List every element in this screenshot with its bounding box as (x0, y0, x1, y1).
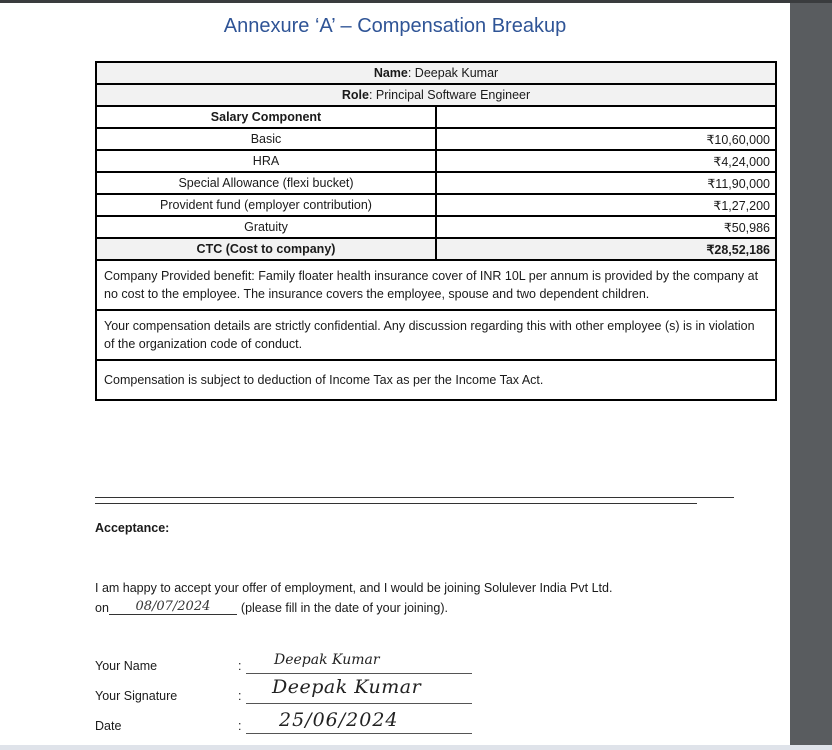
component-header-row (96, 106, 776, 128)
your-signature-field[interactable] (246, 703, 472, 704)
benefit-note: Company Provided benefit: Family floater health insurance cover of INR 10L per annum is provided by the company at no cost to the employee. The insurance covers the employee, spouse and two dependent children. (96, 260, 776, 310)
amount-header-blank (436, 106, 776, 128)
joining-date-field[interactable] (109, 599, 237, 615)
benefit-note-row (96, 260, 776, 310)
salary-component-header: Salary Component (96, 106, 436, 128)
employee-role: : Principal Software Engineer (368, 88, 531, 102)
document-page (0, 3, 790, 745)
compensation-table (95, 61, 777, 401)
component-label: HRA (96, 150, 436, 172)
your-name-value: Deepak Kumar (274, 652, 380, 668)
date-value: 25/06/2024 (279, 709, 399, 731)
employee-role-cell (96, 84, 776, 106)
your-name-colon: : (238, 659, 242, 673)
divider-line (95, 497, 734, 498)
joining-date-instruction: (please fill in the date of your joining). (240, 601, 448, 615)
tax-note: Compensation is subject to deduction of Income Tax as per the Income Tax Act. (96, 360, 776, 400)
table-row (96, 172, 776, 194)
table-row (96, 150, 776, 172)
signature-value: Deepak Kumar (272, 676, 422, 698)
joining-date-line (95, 599, 448, 615)
tax-note-row (96, 360, 776, 400)
your-signature-label: Your Signature (95, 689, 178, 703)
role-row (96, 84, 776, 106)
ctc-value: ₹28,52,186 (436, 238, 776, 260)
viewer-background (790, 3, 832, 745)
acceptance-heading: Acceptance: (95, 521, 170, 535)
component-label: Gratuity (96, 216, 436, 238)
component-value: ₹10,60,000 (436, 128, 776, 150)
name-label: Name (373, 66, 408, 80)
joining-date-value: 08/07/2024 (135, 599, 211, 614)
name-row (96, 62, 776, 84)
on-prefix: on (95, 601, 109, 615)
date-colon: : (238, 719, 242, 733)
table-row (96, 128, 776, 150)
table-row (96, 194, 776, 216)
confidentiality-note: Your compensation details are strictly confidential. Any discussion regarding this with other employee (s) is in violation of the organization code of conduct. (96, 310, 776, 360)
page-title: Annexure ‘A’ – Compensation Breakup (223, 15, 567, 37)
your-signature-colon: : (238, 689, 242, 703)
acceptance-statement: I am happy to accept your offer of employment, and I would be joining Solulever India Pvt Ltd. (95, 581, 613, 595)
bottom-strip (0, 745, 832, 750)
your-name-label: Your Name (95, 659, 158, 673)
ctc-total-row (96, 238, 776, 260)
employee-name: : Deepak Kumar (407, 66, 499, 80)
component-value: ₹4,24,000 (436, 150, 776, 172)
component-label: Provident fund (employer contribution) (96, 194, 436, 216)
component-value: ₹50,986 (436, 216, 776, 238)
confidential-note-row (96, 310, 776, 360)
date-field[interactable] (246, 733, 472, 734)
component-value: ₹11,90,000 (436, 172, 776, 194)
component-label: Special Allowance (flexi bucket) (96, 172, 436, 194)
component-label: Basic (96, 128, 436, 150)
your-name-field[interactable] (246, 673, 472, 674)
role-label: Role (341, 88, 369, 102)
component-value: ₹1,27,200 (436, 194, 776, 216)
ctc-label: CTC (Cost to company) (96, 238, 436, 260)
employee-name-cell (96, 62, 776, 84)
divider-line (95, 503, 697, 504)
date-label: Date (95, 719, 122, 733)
table-row (96, 216, 776, 238)
